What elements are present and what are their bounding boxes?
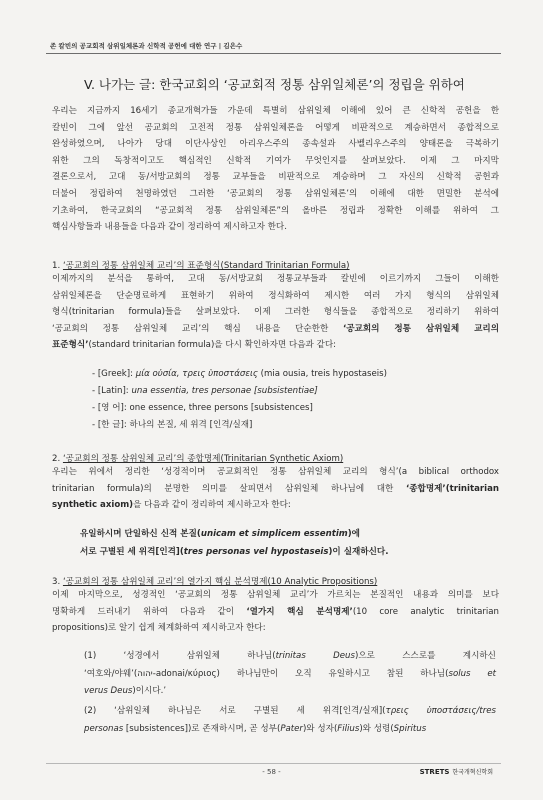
section3-line: 명확하게 드러내기 위하여 다음과 같이 ‘열가지 핵심 분석명제’(10 core analytic trinitarian	[52, 606, 499, 617]
section2-line: synthetic axiom)을 다음과 같이 정리하여 제시하고자 한다:	[52, 500, 291, 511]
intro-line: 더불어 정립하여 천명하였던 그러한 ‘공교회의 정통 삼위일체론’의 이해에 대한 면밀한 분석에	[52, 188, 499, 199]
publisher-logo: STRETS 한국개혁신학회	[419, 768, 493, 776]
intro-line: 결론으로서, 고대 동/서방교회의 정통 교부들을 비판적으로 계승하며 그 자신의 신학적 공헌과	[52, 172, 499, 183]
section3-heading: 3. ‘공교회의 정통 삼위일체 교리’의 열가지 핵심 분석명제(10 Analytic Propositions)	[52, 577, 378, 587]
formula-greek: - [Greek]: μία οὐσία, τρεις ὑποστάσεις (mia ousia, treis hypostaseis)	[92, 369, 388, 379]
formula-list	[92, 366, 387, 434]
section3-line: propositions)로 알기 쉽게 체계화하여 제시하고자 한다:	[52, 623, 266, 634]
proposition-1: (1) ‘성경에서 삼위일체 하나님(trinitas Deus)으로 스스로를 계시하신 ‘여호와/야웨’(יהוה-adonai/κύριος) 하나님만이 오직 유일하시고 참된 하나님(solus et verus Deus)이시다.’	[84, 651, 496, 697]
section2-paragraph	[52, 464, 499, 514]
intro-line: 위한 그의 독창적이고도 핵심적인 신학적 기여가 무엇인지를 살펴보았다. 이제 그 마지막	[52, 155, 499, 166]
intro-paragraph	[52, 103, 499, 236]
formula-english: - [영 어]: one essence, three persons [subsistences]	[92, 403, 313, 413]
section1-line: 표준형식’(standard trinitarian formula)을 다시 확인하자면 다음과 같다:	[52, 340, 337, 351]
intro-line: 칼빈이 그에 앞선 공교회의 고전적 정통 삼위일체론을 어떻게 비판적으로 계승하면서 종합적으로	[52, 122, 499, 133]
intro-line: 기초하여, 한국교회의 “공교회적 정통 삼위일체론”의 올바른 정립과 정확한 이해를 위하여 그	[52, 205, 499, 216]
running-header: 존 칼빈의 공교회적 삼위일체론과 신학적 공헌에 대한 연구 | 김은수	[50, 42, 243, 50]
proposition-2: (2) ‘삼위일체 하나님은 서로 구별된 세 위격[인격/실재](τρεις ὑποστάσεις/tres personas [subsistences])로 존재하시며, 곧 성부(Pater)와 성자(Filius)와 성령(Spiritus	[84, 706, 496, 734]
footer-divider	[46, 763, 501, 764]
section3-paragraph	[52, 587, 499, 637]
synthetic-axiom: 유일하시며 단일하신 신적 본질(unicam et simplicem essentim)에 서로 구별된 세 위격[인격](tres personas vel hypostaseis)이 실재하신다.	[80, 529, 389, 557]
section2-line: 우리는 위에서 정리한 ‘성경적이며 공교회적인 정통 삼위일체 교리의 형식’(a biblical orthodox	[52, 467, 499, 477]
section2-heading: 2. ‘공교회의 정통 삼위일체 교리’의 종합명제(Trinitarian Synthetic Axiom)	[52, 454, 344, 464]
chapter-title: V. 나가는 글: 한국교회의 ‘공교회적 정통 삼위일체론’의 정립을 위하여	[84, 77, 465, 92]
intro-line: 우리는 지금까지 16세기 종교개혁가들 가운데 특별히 삼위일체 이해에 있어 큰 신학적 공헌을 한	[52, 106, 499, 116]
section1-line: 형식(trinitarian formula)들을 살펴보았다. 이제 그러한 형식들을 종합적으로 정리하기 위하여	[52, 307, 499, 318]
section2-line: trinitarian formula)의 분명한 의미를 살피면서 삼위일체 하나님에 대한 ‘종합명제’(trinitarian	[52, 483, 499, 494]
section1-line: 이제까지의 분석을 통하여, 고대 동/서방교회 정통교부들과 칼빈에 이르기까지 그들이 이해한	[52, 274, 499, 284]
section1-paragraph	[52, 271, 499, 354]
intro-line: 핵심사항들과 내용들을 다음과 같이 정리하여 제시하고자 한다.	[52, 222, 287, 233]
section1-line: 삼위일체론을 단순명료하게 표현하기 위하여 정식화하여 제시한 여러 가지 형식의 삼위일체	[52, 290, 499, 301]
section3-line: 이제 마지막으로, 성경적인 ‘공교회의 정통 삼위일체 교리’가 가르치는 본질적인 내용과 의미를 보다	[52, 590, 499, 600]
section1-line: ‘공교회의 정통 삼위일체 교리’의 핵심 내용을 단순한한 ‘공교회의 정통 삼위일체 교리의	[52, 323, 499, 334]
intro-line: 완성하였으며, 나아가 당대 이단사상인 아리우스주의 종속설과 사벨리우스주의 양태론을 극복하기	[52, 139, 499, 150]
formula-latin: - [Latin]: una essentia, tres personae [subsistentiae]	[92, 386, 318, 396]
header-divider	[46, 53, 501, 54]
section1-heading: 1. ‘공교회의 정통 삼위일체 교리’의 표준형식(Standard Trinitarian Formula)	[52, 261, 350, 271]
page-number: - 58 -	[262, 768, 281, 776]
formula-korean: - [한 글]: 하나의 본질, 세 위격 [인격/실재]	[92, 420, 253, 430]
